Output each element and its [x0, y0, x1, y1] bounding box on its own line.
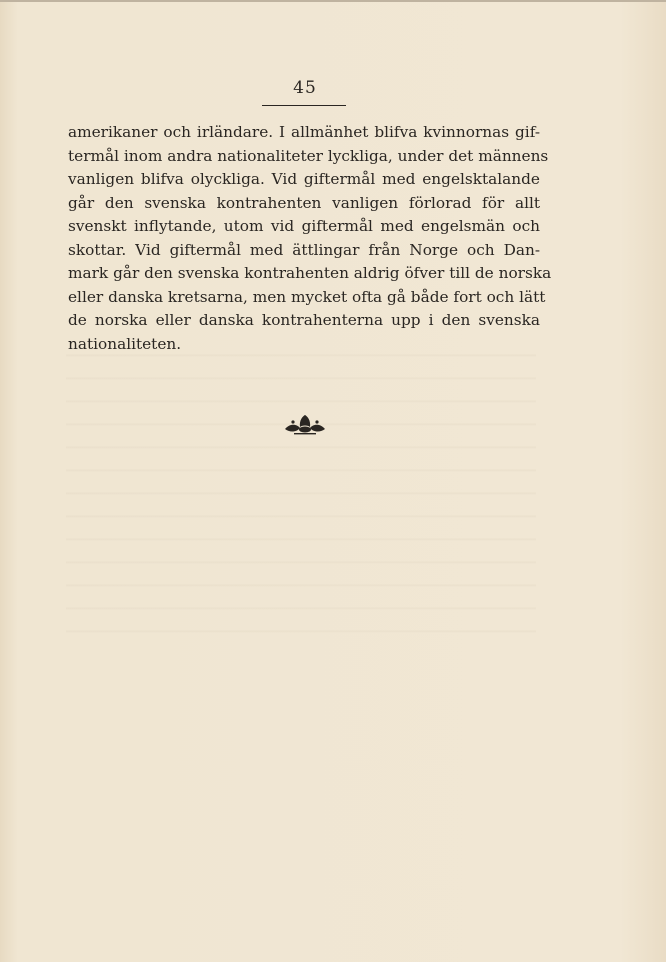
text-line: mark går den svenska kontrahenten aldrig öfver till de norska [68, 264, 552, 282]
text-line: svenskt inflytande, utom vid giftermål med engelsmän och [68, 217, 540, 235]
show-through-text [66, 340, 536, 640]
page-top-edge [0, 0, 666, 2]
text-line: vanligen blifva olyckliga. Vid giftermål med engelsktalande [68, 170, 540, 188]
text-line: termål inom andra nationaliteter lyckliga, under det männens [68, 146, 549, 165]
text-line: de norska eller danska kontrahenterna upp i den svenska [68, 311, 540, 329]
text-line: nationaliteten. [68, 334, 182, 353]
text-line: går den svenska kontrahenten vanligen förlorad för allt [68, 193, 540, 212]
page-number-rule [262, 105, 346, 106]
body-paragraph [68, 121, 552, 356]
text-line: eller danska kretsarna, men mycket ofta gå både fort och lätt [68, 287, 546, 306]
fleuron-ornament-icon [282, 414, 328, 436]
text-line: amerikaner och irländare. I allmänhet blifva kvinnornas gif- [68, 123, 540, 141]
page-number: 45 [293, 78, 317, 98]
text-line: skottar. Vid giftermål med ättlingar från Norge och Dan- [68, 240, 540, 259]
